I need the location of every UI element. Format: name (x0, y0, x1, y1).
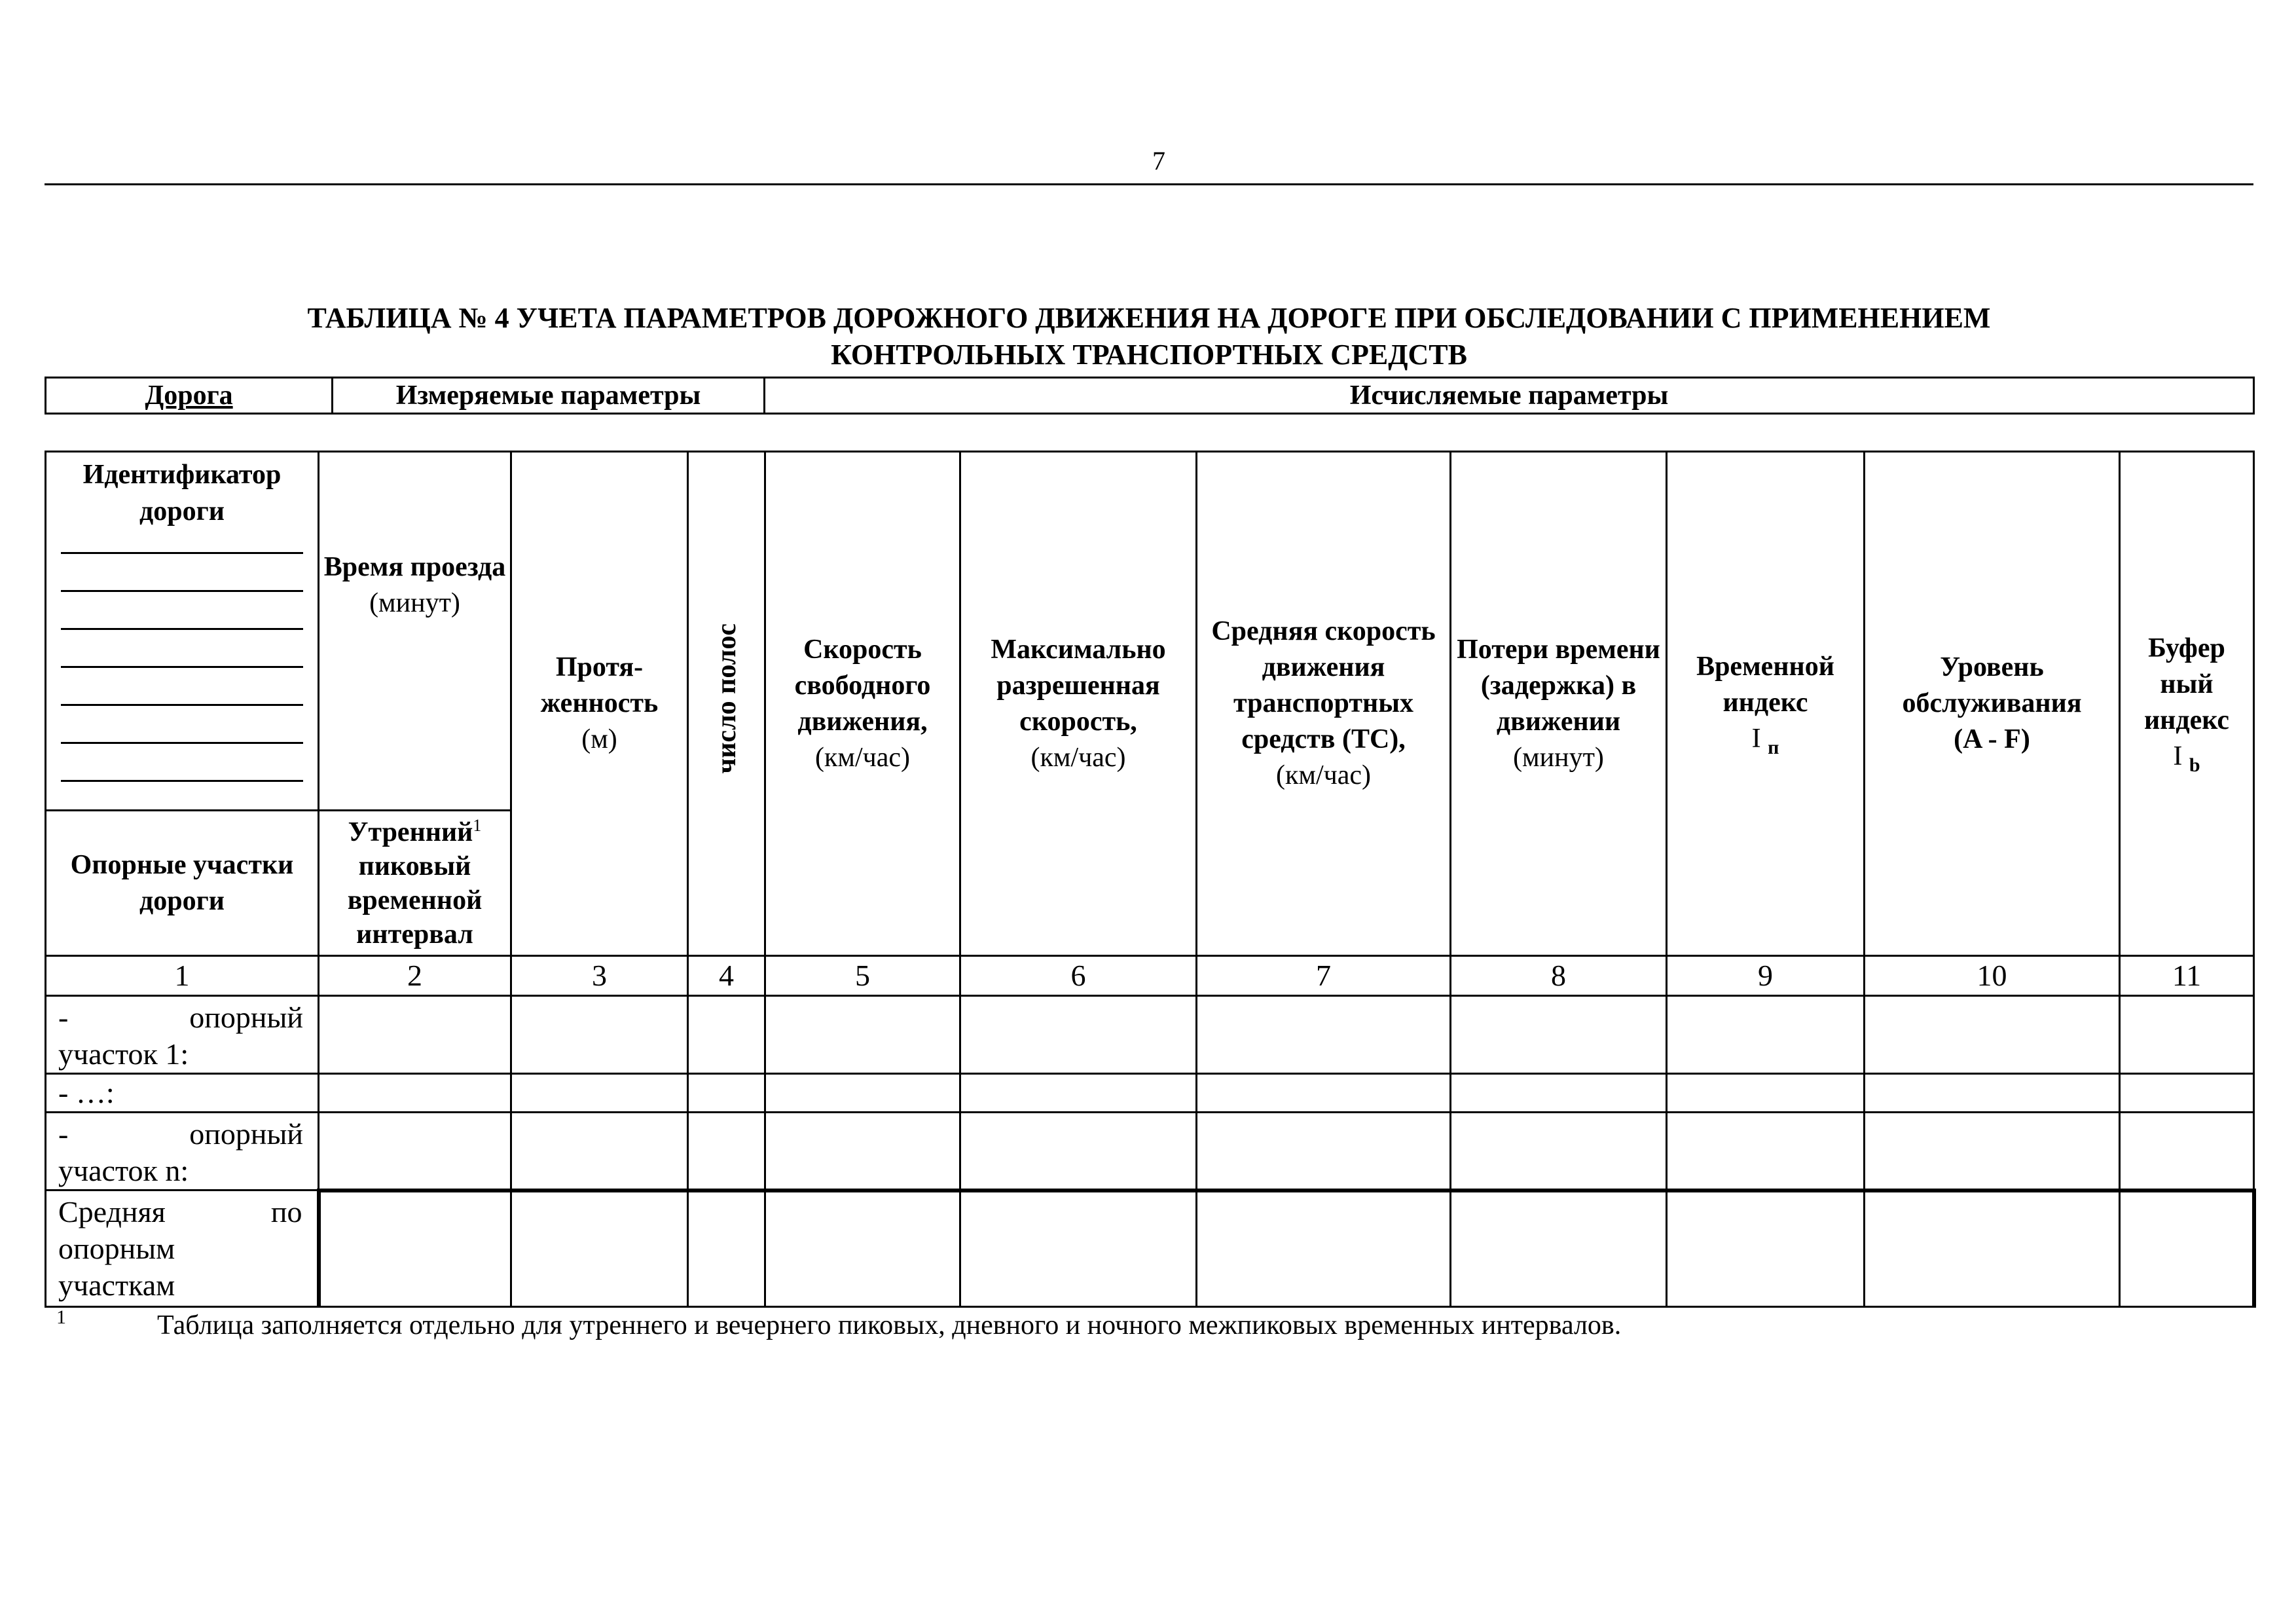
col-number: 3 (511, 956, 688, 996)
table-cell[interactable] (511, 1113, 688, 1190)
average-cell[interactable] (1865, 1190, 2120, 1307)
header-rule (45, 183, 2253, 185)
table-row (46, 996, 2254, 1074)
title-line-2: КОНТРОЛЬНЫХ ТРАНСПОРТНЫХ СРЕДСТВ (831, 339, 1467, 371)
average-cell[interactable] (511, 1190, 688, 1307)
table-cell[interactable] (960, 1113, 1197, 1190)
header-time-index (1667, 452, 1865, 956)
lanes-label: число полос (711, 623, 742, 774)
average-cell[interactable] (1451, 1190, 1667, 1307)
header-row-top (46, 452, 2254, 811)
col-number: 9 (1667, 956, 1865, 996)
average-cell[interactable] (960, 1190, 1197, 1307)
table-cell[interactable] (319, 996, 511, 1074)
row-label-line (58, 999, 303, 1036)
col-number: 4 (688, 956, 765, 996)
travel-time-unit: (минут) (369, 587, 460, 618)
time-index-letter: I (1751, 723, 1761, 754)
table-cell[interactable] (1865, 1074, 2120, 1113)
title-line-1: ТАБЛИЦА № 4 УЧЕТА ПАРАМЕТРОВ ДОРОЖНОГО ДВИЖЕНИЯ НА ДОРОГЕ ПРИ ОБСЛЕДОВАНИИ С ПРИМЕНЕНИЕМ (307, 302, 1991, 334)
table-cell[interactable] (2120, 996, 2254, 1074)
header-los (1865, 452, 2120, 956)
table-cell[interactable] (688, 996, 765, 1074)
table-cell[interactable] (765, 996, 960, 1074)
group-road: Дорога (46, 378, 333, 414)
buffer-index-subscript: b (2189, 754, 2200, 776)
group-calculated: Исчисляемые параметры (765, 378, 2254, 414)
table-cell[interactable] (688, 1113, 765, 1190)
buffer-index-label: Буфер ный индекс (2143, 633, 2230, 735)
row-label-line (58, 1116, 303, 1153)
col-number: 8 (1451, 956, 1667, 996)
header-reference-sections: Опорные участки дороги (46, 811, 319, 956)
road-id-blank-line (61, 554, 303, 592)
table-title (98, 300, 2200, 373)
table-cell[interactable] (765, 1113, 960, 1190)
time-index-label: Временной индекс (1696, 651, 1834, 718)
table-cell[interactable] (1865, 996, 2120, 1074)
table-cell[interactable] (511, 996, 688, 1074)
page-number: 7 (1152, 146, 1165, 175)
col-number: 2 (319, 956, 511, 996)
header-road-id (46, 452, 319, 811)
col-number: 1 (46, 956, 319, 996)
table-cell[interactable] (960, 1074, 1197, 1113)
table-cell[interactable] (1451, 1113, 1667, 1190)
morning-interval-label: Утренний (348, 817, 473, 847)
morning-interval-rest: пиковый временной интервал (347, 851, 483, 950)
footnote-mark: 1 (56, 1306, 66, 1328)
free-speed-unit: (км/час) (814, 742, 911, 773)
header-travel-time (319, 452, 511, 811)
table-row-average (46, 1190, 2254, 1307)
average-cell[interactable] (688, 1190, 765, 1307)
max-speed-label: Максимально разрешенная скорость, (991, 634, 1166, 737)
header-length (511, 452, 688, 956)
travel-time-label: Время проезда (323, 551, 506, 582)
time-index-symbol (1667, 721, 1863, 759)
column-number-row (46, 956, 2254, 996)
road-id-blank-line (61, 668, 303, 706)
buffer-index-symbol (2121, 739, 2253, 777)
row-label-word: опорный (189, 1001, 303, 1034)
road-id-blank-line (61, 630, 303, 668)
max-speed-unit: (км/час) (1030, 742, 1126, 773)
avg-speed-label: Средняя скорость движения транспортных средств (ТС), (1211, 616, 1436, 754)
table-cell[interactable] (2120, 1113, 2254, 1190)
los-range: (A - F) (1954, 724, 2030, 754)
table-cell[interactable] (1197, 996, 1451, 1074)
footnote-text: Таблица заполняется отдельно для утреннего и вечернего пиковых, дневного и ночного межпиковых временных интервалов. (157, 1310, 1622, 1340)
row-label-word: опорный (189, 1117, 303, 1151)
road-id-blank-line (61, 530, 303, 554)
road-id-blank-line (61, 706, 303, 744)
los-label: Уровень обслуживания (1902, 652, 2082, 718)
table-cell[interactable] (1667, 1074, 1865, 1113)
table-row (46, 1074, 2254, 1113)
average-cell[interactable] (1197, 1190, 1451, 1307)
header-buffer-index (2120, 452, 2254, 956)
time-loss-label: Потери времени (задержка) в движении (1457, 634, 1660, 737)
header-avg-speed (1197, 452, 1451, 956)
header-time-loss (1451, 452, 1667, 956)
row-label-line (58, 1194, 302, 1230)
free-speed-label: Скорость свободного движения, (794, 634, 931, 737)
row-label-section-1 (46, 996, 319, 1074)
length-unit: (м) (581, 724, 617, 754)
table-cell[interactable] (1197, 1074, 1451, 1113)
parameters-table (45, 451, 2256, 1308)
time-loss-unit: (минут) (1513, 742, 1604, 773)
row-label-line: опорным (58, 1232, 175, 1265)
table-cell[interactable] (511, 1074, 688, 1113)
road-id-label: Идентификатор дороги (82, 460, 282, 526)
table-cell[interactable] (1197, 1113, 1451, 1190)
table-cell[interactable] (765, 1074, 960, 1113)
col-number: 7 (1197, 956, 1451, 996)
table-cell[interactable] (688, 1074, 765, 1113)
col-number: 5 (765, 956, 960, 996)
table-cell[interactable] (960, 996, 1197, 1074)
col-number: 10 (1865, 956, 2120, 996)
header-free-speed (765, 452, 960, 956)
table-row (46, 1113, 2254, 1190)
average-cell[interactable] (319, 1190, 511, 1307)
length-label: Протя-женность (540, 652, 659, 718)
time-index-subscript: п (1768, 736, 1779, 758)
row-label-average (46, 1190, 319, 1307)
morning-footnote-mark: 1 (473, 815, 482, 835)
row-label-line: участкам (58, 1268, 175, 1302)
table-cell[interactable] (1667, 1113, 1865, 1190)
table-cell[interactable] (1451, 996, 1667, 1074)
average-cell[interactable] (2120, 1190, 2254, 1307)
parameter-group-header (45, 377, 2255, 415)
table-cell[interactable] (1667, 996, 1865, 1074)
col-number: 11 (2120, 956, 2254, 996)
average-cell[interactable] (765, 1190, 960, 1307)
table-cell[interactable] (2120, 1074, 2254, 1113)
road-id-blank-line (61, 592, 303, 630)
table-cell[interactable] (1451, 1074, 1667, 1113)
average-cell[interactable] (1667, 1190, 1865, 1307)
row-label-word: по (270, 1195, 302, 1228)
row-label-line: участок 1: (58, 1037, 189, 1071)
table-cell[interactable] (319, 1113, 511, 1190)
header-lanes (688, 452, 765, 956)
row-label-ellipsis: - …: (46, 1074, 319, 1113)
col-number: 6 (960, 956, 1197, 996)
row-label-line: участок n: (58, 1154, 189, 1187)
avg-speed-unit: (км/час) (1275, 760, 1372, 790)
row-label-dash: - (58, 1117, 69, 1151)
header-morning-interval (319, 811, 511, 956)
table-cell[interactable] (1865, 1113, 2120, 1190)
row-label-section-n (46, 1113, 319, 1190)
row-label-dash: - (58, 1001, 69, 1034)
table-cell[interactable] (319, 1074, 511, 1113)
road-id-blank-line (61, 744, 303, 782)
group-measured: Измеряемые параметры (333, 378, 765, 414)
row-label-word: Средняя (58, 1195, 166, 1228)
buffer-index-letter: I (2173, 741, 2183, 771)
header-max-speed (960, 452, 1197, 956)
